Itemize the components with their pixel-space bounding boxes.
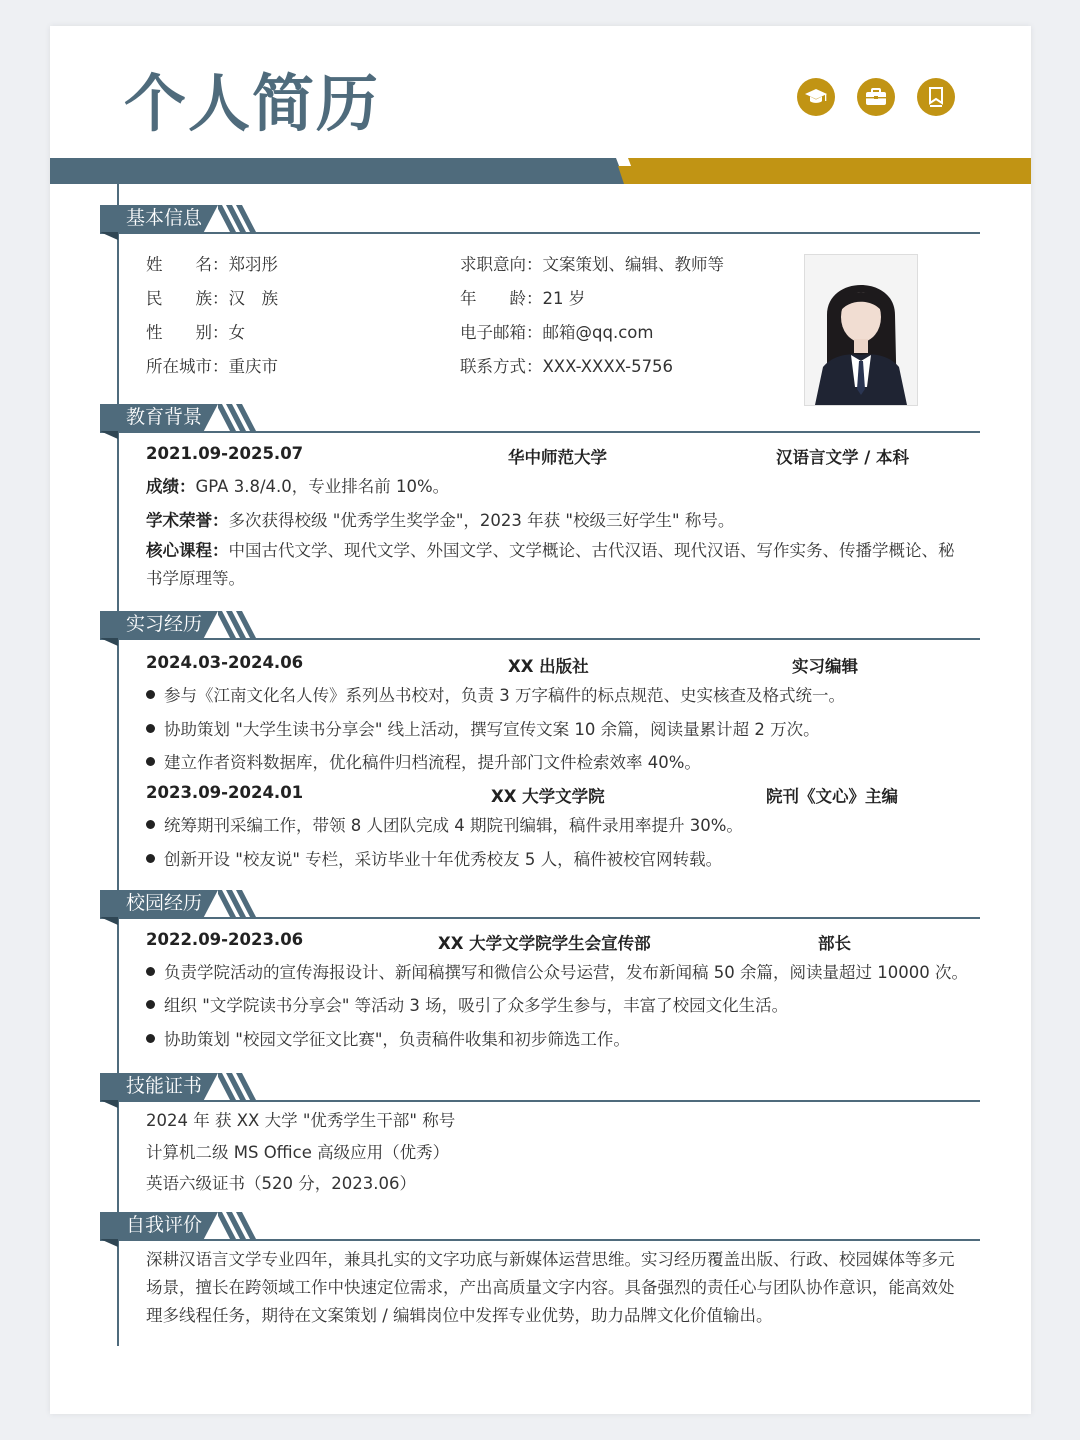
job-role: 院刊《文心》主编: [766, 787, 898, 806]
profile-photo: [804, 254, 918, 406]
section-title: 实习经历: [126, 613, 203, 635]
list-item: 负责学院活动的宣传海报设计、新闻稿撰写和微信公众号运营，发布新闻稿 50 余篇，阅读量超过 10000 次。: [146, 959, 968, 983]
resume-page: [50, 26, 1031, 1414]
campus-role: 部长: [818, 934, 851, 953]
header-divider-bar: [50, 158, 1031, 184]
city-row: 所在城市：重庆市: [146, 357, 278, 376]
bookmark-icon: [917, 78, 955, 116]
list-item: 组织 "文学院读书分享会" 等活动 3 场，吸引了众多学生参与，丰富了校园文化生活。: [146, 992, 788, 1016]
skill-item: 英语六级证书（520 分，2023.06）: [146, 1174, 416, 1193]
email-row[interactable]: 电子邮箱：邮箱@qq.com: [460, 323, 654, 342]
list-item: 建立作者资料数据库，优化稿件归档流程，提升部门文件检索效率 40%。: [146, 749, 701, 773]
list-item: 协助策划 "校园文学征文比赛"，负责稿件收集和初步筛选工作。: [146, 1026, 630, 1050]
skill-item: 计算机二级 MS Office 高级应用（优秀）: [146, 1143, 450, 1162]
section-title: 教育背景: [126, 406, 203, 428]
list-item: 协助策划 "大学生读书分享会" 线上活动，撰写宣传文案 10 余篇，阅读量累计超 2 万次。: [146, 716, 820, 740]
skill-item: 2024 年 获 XX 大学 "优秀学生干部" 称号: [146, 1111, 456, 1130]
section-header-campus: [100, 890, 980, 926]
edu-school: 华中师范大学: [508, 448, 607, 467]
section-title: 校园经历: [126, 892, 203, 914]
age-row: 年 龄：21 岁: [460, 289, 586, 308]
header-icons: [797, 78, 955, 116]
section-header-skills: [100, 1073, 980, 1109]
edu-courses: 核心课程：中国古代文学、现代文学、外国文学、文学概论、古代汉语、现代汉语、写作实务、传播学概论、秘书学原理等。: [146, 541, 955, 588]
campus-org: XX 大学文学院学生会宣传部: [438, 934, 651, 953]
edu-major: 汉语言文学 / 本科: [776, 448, 910, 467]
edu-gpa: 成绩：GPA 3.8/4.0，专业排名前 10%。: [146, 477, 450, 496]
name-row: 姓 名：郑羽彤: [146, 255, 278, 274]
gender-row: 性 别：女: [146, 323, 245, 342]
list-item: 统筹期刊采编工作，带领 8 人团队完成 4 期院刊编辑，稿件录用率提升 30%。: [146, 812, 743, 836]
list-item: 创新开设 "校友说" 专栏，采访毕业十年优秀校友 5 人，稿件被校官网转载。: [146, 846, 722, 870]
intent-row: 求职意向：文案策划、编辑、教师等: [460, 255, 724, 274]
page-title: 个人简历: [124, 67, 381, 140]
section-header-self: [100, 1212, 980, 1248]
section-title: 基本信息: [126, 207, 203, 229]
phone-row: 联系方式：XXX-XXXX-5756: [460, 357, 674, 376]
ethnic-row: 民 族：汉 族: [146, 289, 278, 308]
job-role: 实习编辑: [792, 657, 858, 676]
timeline-line: [117, 184, 119, 1346]
job-period: 2023.09-2024.01: [146, 783, 304, 802]
graduation-cap-icon: [797, 78, 835, 116]
campus-period: 2022.09-2023.06: [146, 930, 304, 949]
name-value: 郑羽彤: [228, 255, 278, 274]
section-title: 自我评价: [126, 1214, 203, 1236]
job-org: XX 大学文学院: [491, 787, 605, 806]
self-evaluation: 深耕汉语言文学专业四年，兼具扎实的文字功底与新媒体运营思维。实习经历覆盖出版、行政、校园媒体等多元场景，擅长在跨领域工作中快速定位需求，产出高质量文字内容。具备强烈的责任心与团队协作意识，能高效处理多线程任务，期待在文案策划 / 编辑岗位中发挥专业优势，助力品牌文化价值输出。: [146, 1250, 955, 1325]
edu-honor: 学术荣誉：多次获得校级 "优秀学生奖学金"，2023 年获 "校级三好学生" 称号。: [146, 511, 735, 530]
section-header-education: [100, 404, 980, 440]
section-header-internship: [100, 611, 980, 647]
job-period: 2024.03-2024.06: [146, 653, 304, 672]
briefcase-icon: [857, 78, 895, 116]
job-org: XX 出版社: [508, 657, 589, 676]
edu-period: 2021.09-2025.07: [146, 444, 304, 463]
section-header-basic: [100, 205, 980, 241]
section-title: 技能证书: [126, 1075, 203, 1097]
list-item: 参与《江南文化名人传》系列丛书校对，负责 3 万字稿件的标点规范、史实核查及格式统一。: [146, 682, 845, 706]
